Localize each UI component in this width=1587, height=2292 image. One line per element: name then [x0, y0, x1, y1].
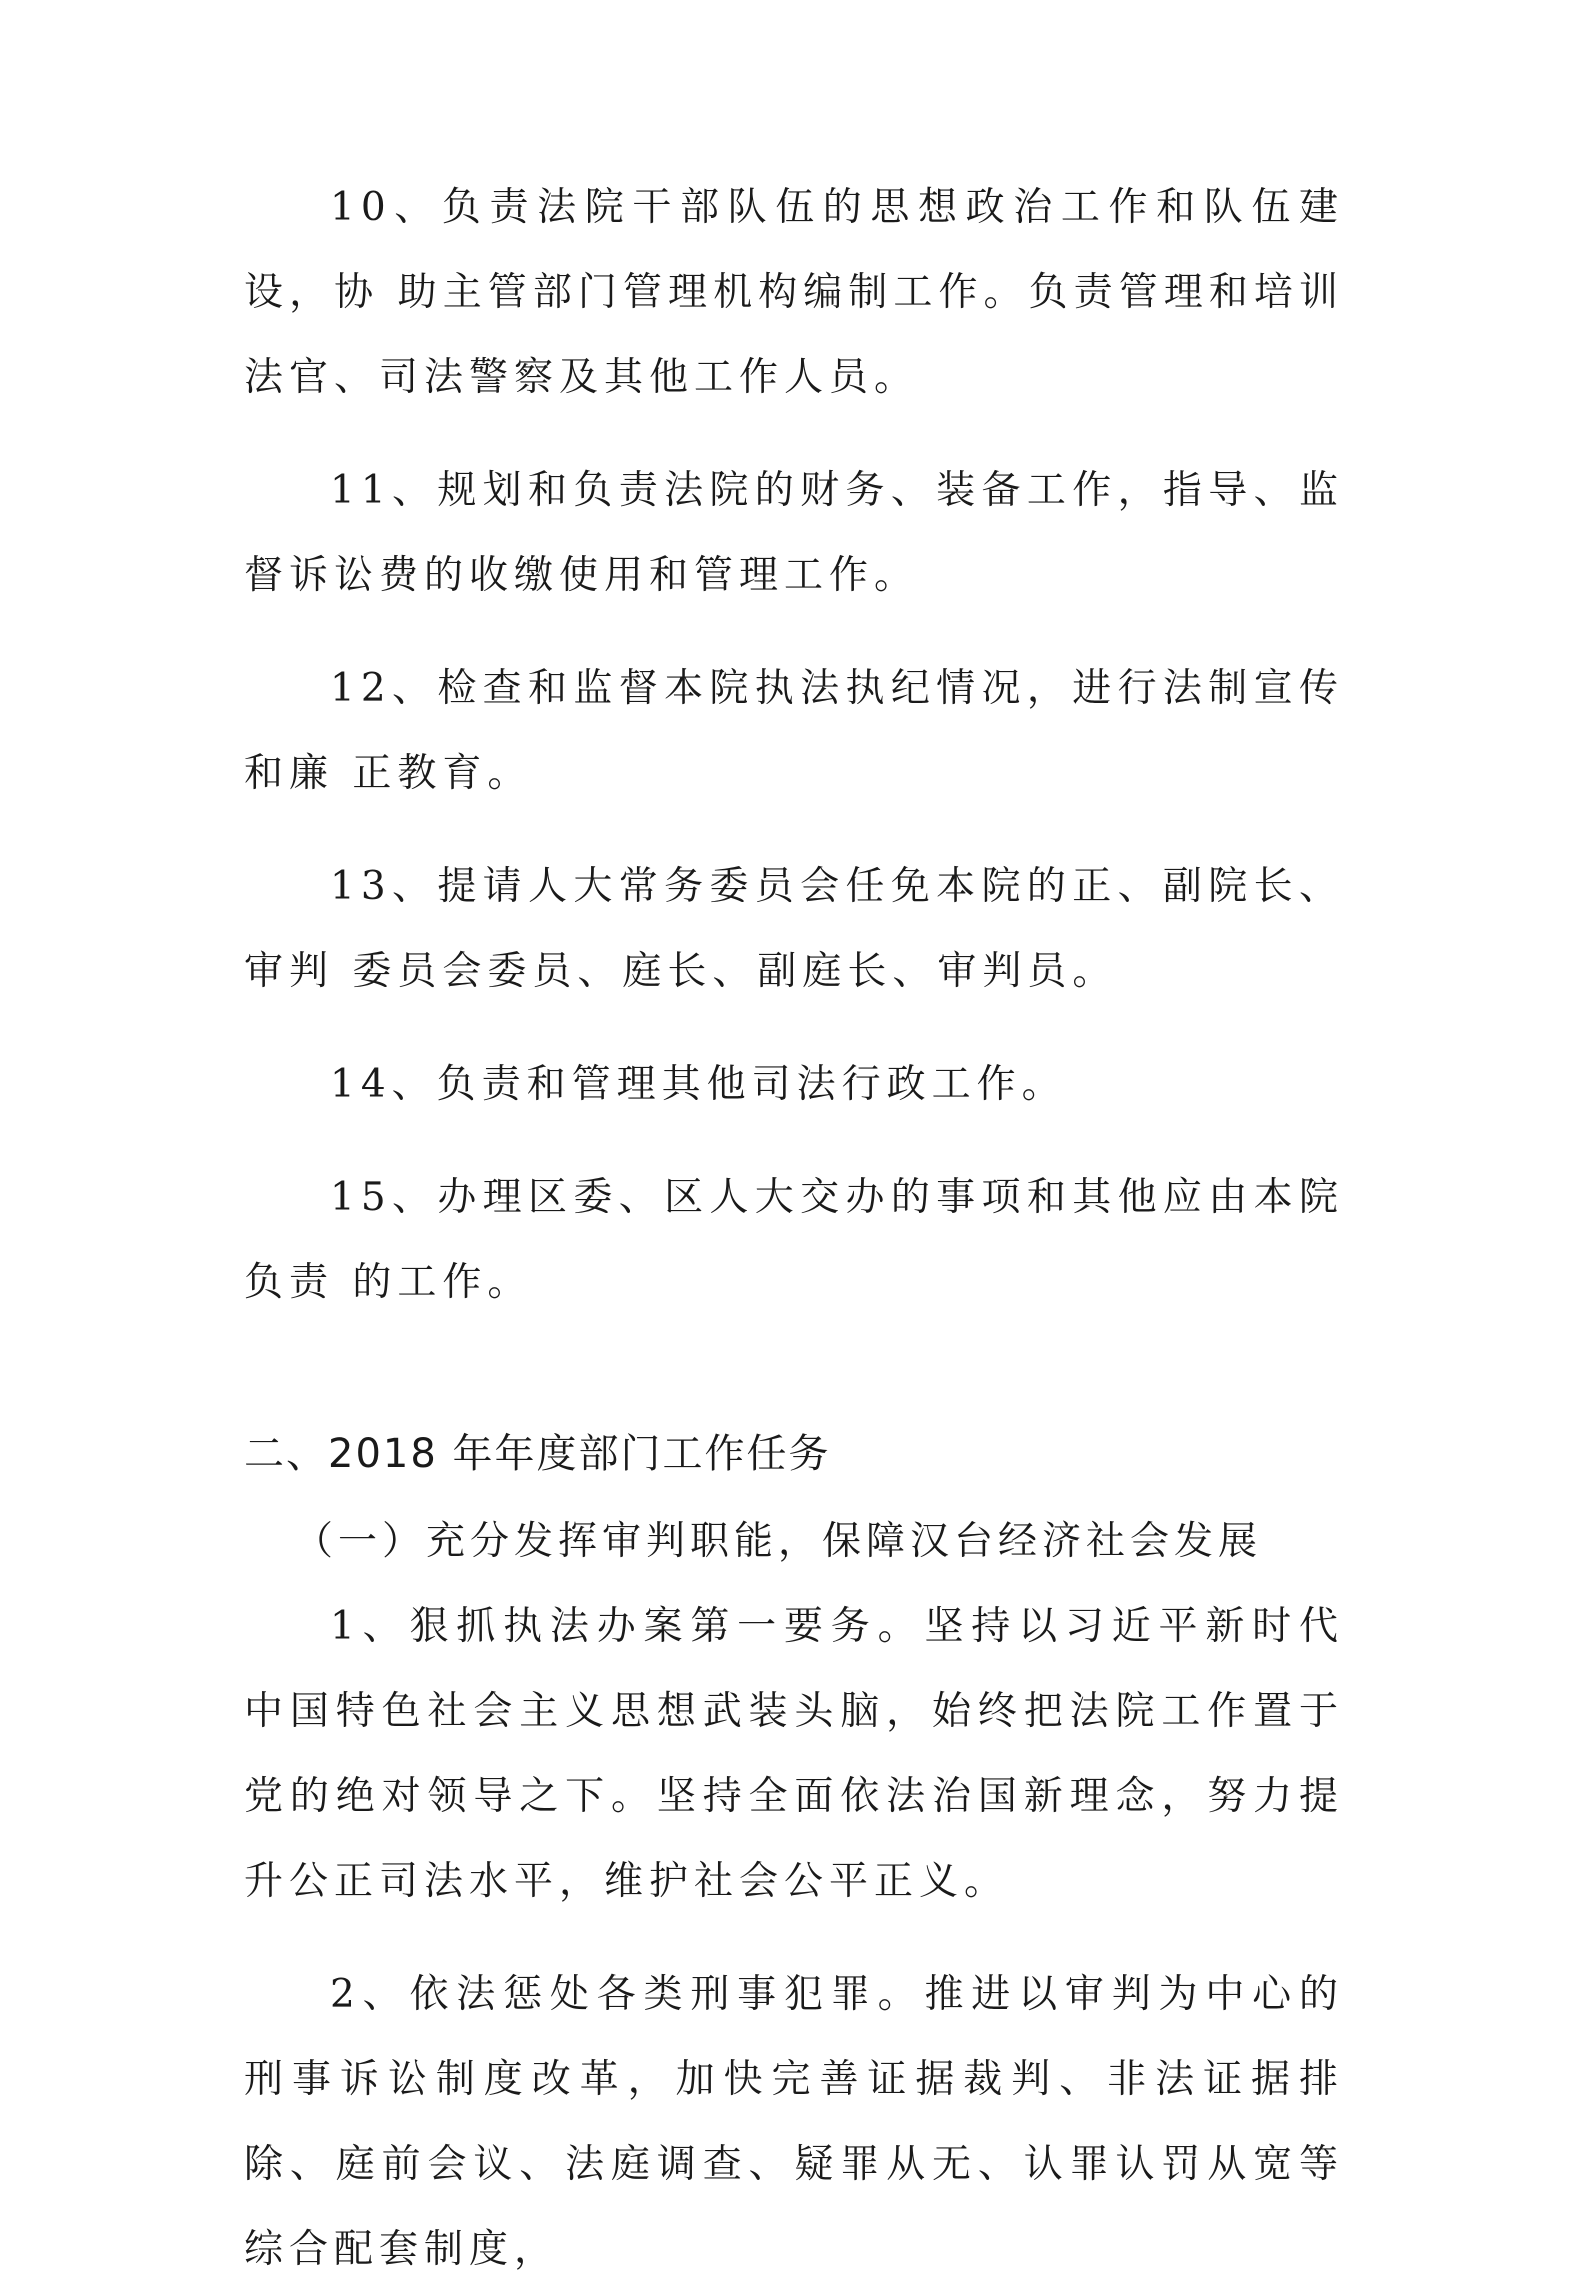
- section-heading: 二、2018 年年度部门工作任务: [244, 1431, 831, 1477]
- task-paragraph-2: 2、依法惩处各类刑事犯罪。推进以审判为中心的刑事诉讼制度改革，加快完善证据裁判、非法证据排除、庭前会议、法庭调查、疑罪从无、认罪认罚从宽等综合配套制度，: [244, 1972, 1344, 2272]
- paragraph-item-14: 14、负责和管理其他司法行政工作。: [330, 1062, 1067, 1107]
- paragraph-item-12: 12、检查和监督本院执法执纪情况，进行法制宣传和廉 正教育。: [244, 666, 1344, 796]
- document-body: [244, 165, 1344, 2292]
- paragraph-item-13: 13、提请人大常务委员会任免本院的正、副院长、审判 委员会委员、庭长、副庭长、审判员。: [244, 864, 1344, 994]
- subsection-heading: （一）充分发挥审判职能，保障汉台经济社会发展: [294, 1519, 1263, 1564]
- paragraph-item-10: 10、负责法院干部队伍的思想政治工作和队伍建设，协 助主管部门管理机构编制工作。负责管理和培训法官、司法警察及其他工作人员。: [244, 185, 1344, 400]
- task-paragraph-1: 1、狠抓执法办案第一要务。坚持以习近平新时代中国特色社会主义思想武装头脑，始终把法院工作置于党的绝对领导之下。坚持全面依法治国新理念，努力提升公正司法水平，维护社会公平正义。: [244, 1604, 1344, 1904]
- paragraph-item-11: 11、规划和负责法院的财务、装备工作，指导、监督诉讼费的收缴使用和管理工作。: [244, 468, 1344, 598]
- paragraph-item-15: 15、办理区委、区人大交办的事项和其他应由本院负责 的工作。: [244, 1175, 1344, 1305]
